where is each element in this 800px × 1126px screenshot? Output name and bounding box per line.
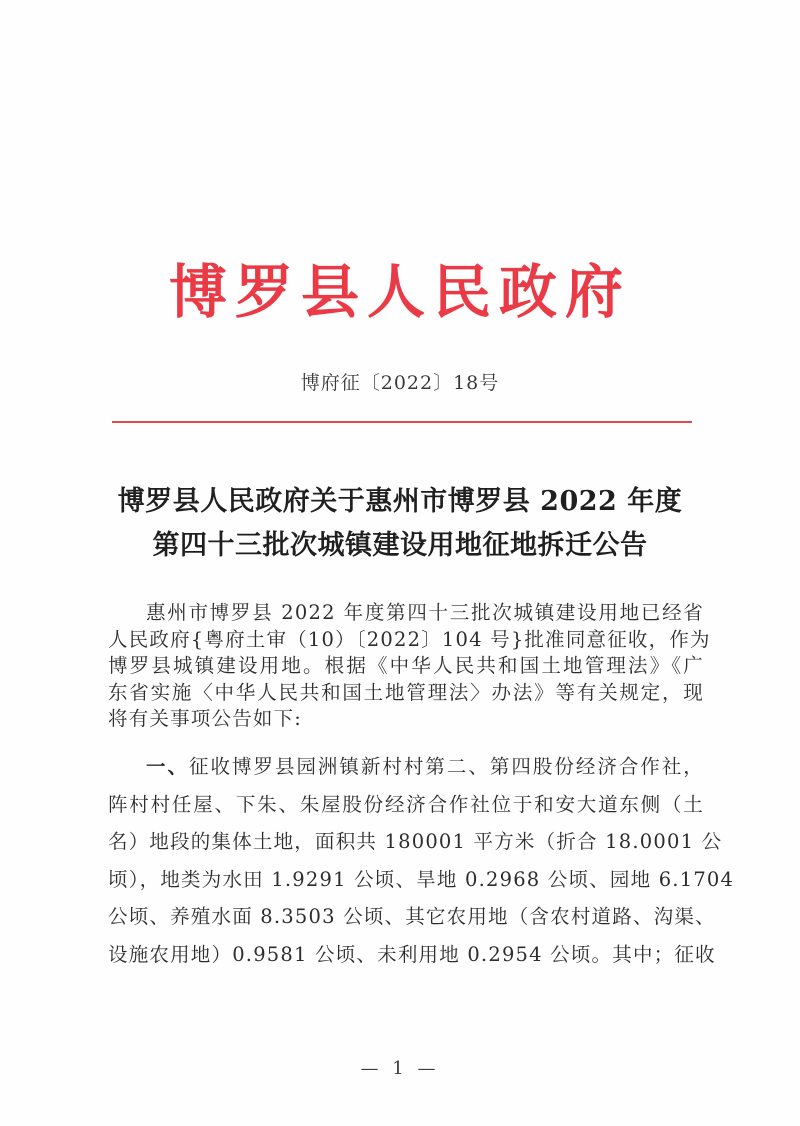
page-number: — 1 — (360, 1058, 440, 1079)
paragraph-line: 东省实施〈中华人民共和国土地管理法〉办法》等有关规定，现 (108, 680, 704, 704)
document-number: 博府征〔2022〕18号 (300, 372, 500, 394)
paragraph-line: 惠州市博罗县 2022 年度第四十三批次城镇建设用地已经省 (146, 601, 704, 624)
paragraph-line-text: 征收博罗县园洲镇新村村第二、第四股份经济合作社， (188, 755, 704, 778)
item-number: 一、 (146, 755, 189, 778)
paragraph-line (108, 748, 704, 786)
paragraph-line: 博罗县城镇建设用地。根据《中华人民共和国土地管理法》《广 (108, 654, 704, 677)
paragraph-line: 人民政府{粤府土审（10）〔2022〕104 号}批准同意征收，作为 (108, 627, 711, 651)
paragraph-item-1 (108, 748, 735, 973)
paragraph-intro (108, 600, 711, 733)
paragraph-line: 将有关事项公告如下: (108, 707, 303, 730)
paragraph-line: 顷），地类为水田 1.9291 公顷、旱地 0.2968 公顷、园地 6.1704 (108, 867, 735, 891)
title-line-2: 第四十三批次城镇建设用地征地拆迁公告 (152, 530, 648, 561)
issuer-masthead: 博罗县人民政府 (168, 258, 631, 326)
paragraph-line: 公顷、养殖水面 8.3503 公顷、其它农用地（含农村道路、沟渠、 (108, 905, 716, 928)
document-title (90, 480, 710, 568)
title-line-1: 博罗县人民政府关于惠州市博罗县 2022 年度 (117, 486, 683, 517)
paragraph-line: 名）地段的集体土地，面积共 180001 平方米（折合 18.0001 公 (108, 830, 723, 853)
paragraph-line: 设施农用地）0.9581 公顷、未利用地 0.2954 公顷。其中；征收 (108, 942, 716, 966)
paragraph-line: 阵村村任屋、下朱、朱屋股份经济合作社位于和安大道东侧（土 (108, 792, 704, 816)
red-divider (112, 421, 692, 423)
